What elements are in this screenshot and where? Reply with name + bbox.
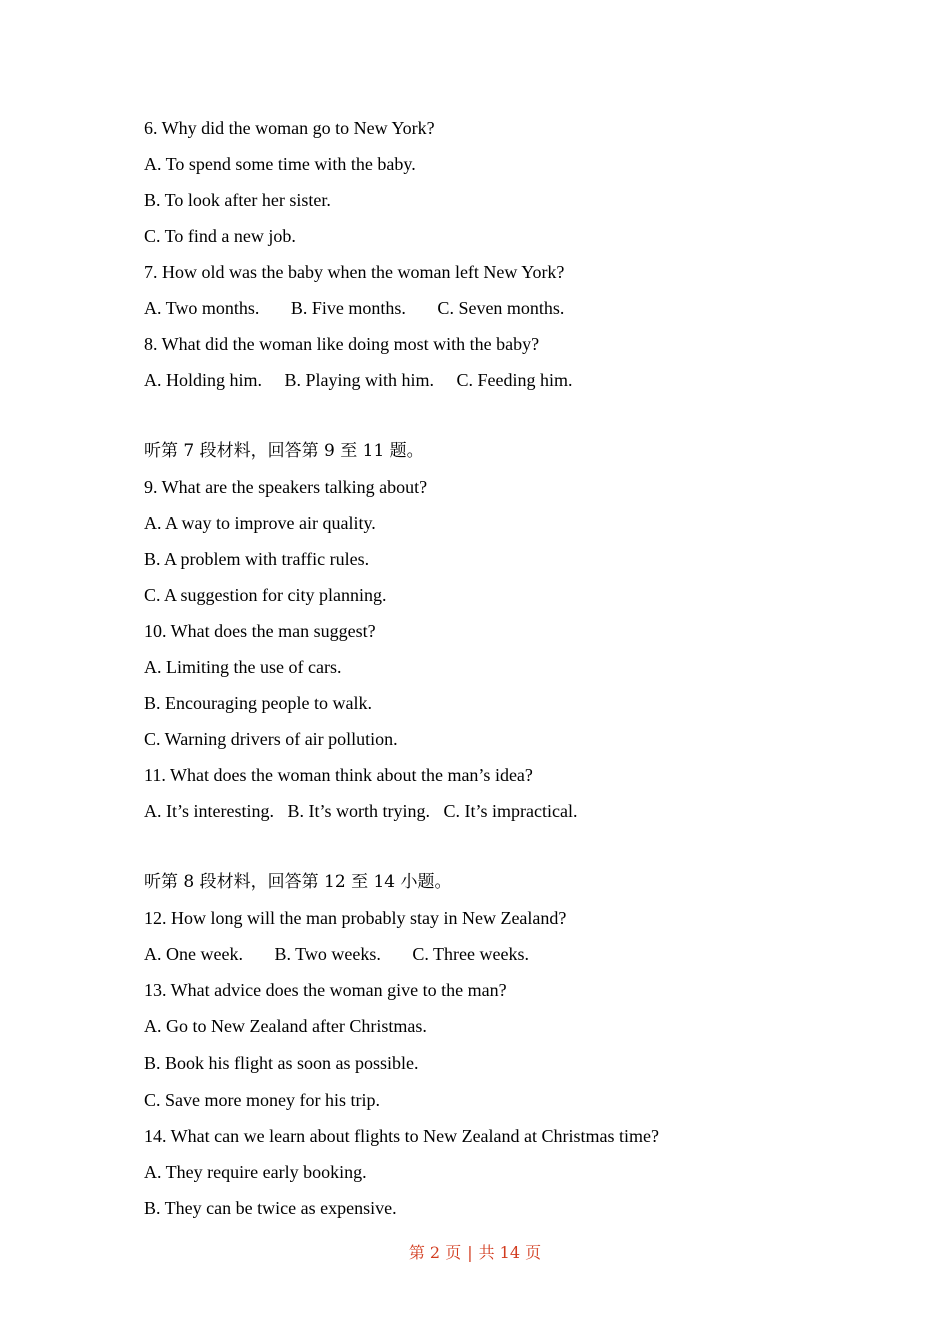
question-11: 11. What does the woman think about the man’s idea? — [144, 765, 533, 785]
question-10: 10. What does the man suggest? — [144, 621, 376, 641]
question-9: 9. What are the speakers talking about? — [144, 477, 428, 497]
option-13a: A. Go to New Zealand after Christmas. — [144, 1016, 427, 1036]
options-7: A. Two months. B. Five months. C. Seven months. — [144, 298, 565, 318]
options-12: A. One week. B. Two weeks. C. Three weeks. — [144, 944, 529, 964]
section-7-heading: 听第 7 段材料，回答第 9 至 11 题。 — [144, 441, 424, 461]
option-10a: A. Limiting the use of cars. — [144, 657, 342, 677]
section-spacer — [144, 404, 844, 439]
question-13: 13. What advice does the woman give to the man? — [144, 980, 507, 1000]
option-14b: B. They can be twice as expensive. — [144, 1198, 397, 1218]
option-6b: B. To look after her sister. — [144, 190, 331, 210]
option-10b: B. Encouraging people to walk. — [144, 693, 372, 713]
question-6: 6. Why did the woman go to New York? — [144, 118, 435, 138]
option-9a: A. A way to improve air quality. — [144, 513, 376, 533]
exam-content — [144, 116, 844, 1232]
option-13b: B. Book his flight as soon as possible. — [144, 1053, 419, 1073]
page-footer — [0, 1242, 950, 1264]
option-6a: A. To spend some time with the baby. — [144, 154, 416, 174]
page-total: 共 14 页 — [478, 1243, 542, 1262]
option-9c: C. A suggestion for city planning. — [144, 585, 387, 605]
section-8-heading: 听第 8 段材料，回答第 12 至 14 小题。 — [144, 872, 452, 892]
question-8: 8. What did the woman like doing most with the baby? — [144, 334, 540, 354]
option-6c: C. To find a new job. — [144, 226, 296, 246]
option-13c: C. Save more money for his trip. — [144, 1090, 380, 1110]
footer-separator: | — [467, 1243, 473, 1262]
options-8: A. Holding him. B. Playing with him. C. Feeding him. — [144, 370, 573, 390]
option-14a: A. They require early booking. — [144, 1162, 367, 1182]
options-11: A. It’s interesting. B. It’s worth trying. C. It’s impractical. — [144, 801, 578, 821]
question-14: 14. What can we learn about flights to New Zealand at Christmas time? — [144, 1126, 660, 1146]
option-9b: B. A problem with traffic rules. — [144, 549, 370, 569]
option-10c: C. Warning drivers of air pollution. — [144, 729, 398, 749]
page-number: 第 2 页 — [408, 1243, 462, 1262]
question-12: 12. How long will the man probably stay in New Zealand? — [144, 908, 567, 928]
question-7: 7. How old was the baby when the woman left New York? — [144, 262, 565, 282]
section-spacer — [144, 835, 844, 870]
